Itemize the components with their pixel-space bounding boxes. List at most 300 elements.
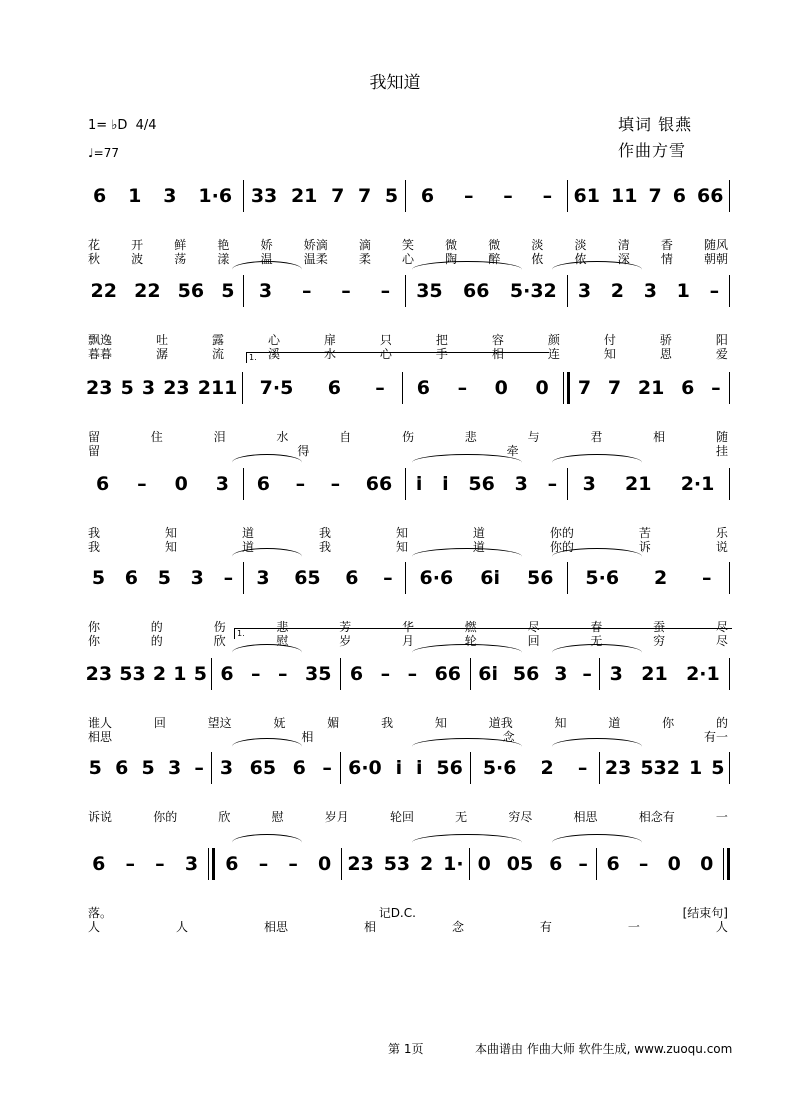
lyric-syllable: 诉说 <box>88 810 113 824</box>
lyric-syllable: 醉 <box>488 252 501 266</box>
note: 66 <box>463 280 490 302</box>
note: 3 <box>554 663 568 685</box>
note: – <box>380 280 391 302</box>
note: 22 <box>134 280 161 302</box>
note: 5 <box>88 757 102 779</box>
note: 6 <box>345 567 359 589</box>
measure <box>82 185 243 207</box>
note: – <box>709 280 720 302</box>
note: 0 <box>477 853 491 875</box>
note: 3 <box>163 185 177 207</box>
lyric-syllable: 阳 <box>715 333 728 347</box>
lyric-syllable: 燃 <box>464 620 477 634</box>
note: 5 <box>91 567 106 589</box>
lyric-syllable: 无 <box>455 810 468 824</box>
note: 6 <box>115 757 129 779</box>
lyric-syllable: 慰 <box>271 810 284 824</box>
lyric-syllable: 我 <box>88 540 101 554</box>
note: 21 <box>625 473 652 495</box>
note: – <box>375 377 385 399</box>
score-system <box>82 562 730 654</box>
lyric-syllable: 淡 <box>574 238 587 252</box>
lyric-syllable: 艳 <box>217 238 230 252</box>
note: 0 <box>174 473 188 495</box>
lyric-syllable: 苦 <box>638 526 651 540</box>
note: 6·6 <box>419 567 454 589</box>
lyric-syllable: 记D.C. <box>378 906 416 920</box>
lyric-syllable: 的 <box>150 634 163 648</box>
lyric-syllable: 相思 <box>573 810 598 824</box>
barline <box>729 658 730 690</box>
lyric-syllable: 望这 <box>207 716 232 730</box>
lyric-syllable: 泪 <box>213 430 226 444</box>
note: – <box>547 473 558 495</box>
note: 23 <box>85 663 113 685</box>
lyric-syllable: 有 <box>539 920 552 934</box>
measure <box>341 663 470 685</box>
lyric-syllable: 与 <box>527 430 540 444</box>
lyric-syllable: 尽 <box>527 620 540 634</box>
note: 6 <box>95 473 110 495</box>
note: – <box>137 473 147 495</box>
measure <box>82 377 242 399</box>
key-signature <box>88 118 157 133</box>
note: 35 <box>304 663 332 685</box>
note: 56 <box>468 473 495 495</box>
lyric-syllable: 留 <box>88 430 101 444</box>
note: 6 <box>220 663 234 685</box>
lyric-syllable: 开 <box>131 238 144 252</box>
lyric-syllable: 知 <box>603 347 616 361</box>
lyric-syllable: 岁月 <box>324 810 349 824</box>
lyric-syllable: 相思 <box>263 920 288 934</box>
note: – <box>288 853 298 875</box>
measure <box>470 853 596 875</box>
lyric-syllable: 慰 <box>276 634 289 648</box>
note: 2·1 <box>680 473 715 495</box>
slur <box>232 548 302 565</box>
slur <box>232 644 302 661</box>
lyric-syllable: 谁人 <box>88 716 113 730</box>
volta-bracket: 1. <box>246 352 549 363</box>
barline <box>208 848 215 880</box>
score-system <box>82 848 730 940</box>
note: – <box>301 280 312 302</box>
lyric-syllable: 心 <box>267 333 280 347</box>
note: – <box>341 280 351 302</box>
lyric-syllable: 华 <box>401 620 414 634</box>
note: 61 <box>573 185 600 207</box>
measure <box>406 185 567 207</box>
note: – <box>542 185 553 207</box>
lyric-syllable: 爱 <box>715 347 728 361</box>
lyric-syllable: 回 <box>527 634 540 648</box>
slur <box>412 261 522 278</box>
lyric-syllable: 无 <box>590 634 603 648</box>
lyric-syllable: 轮回 <box>389 810 414 824</box>
note: 5 <box>193 663 207 685</box>
lyric-syllable: 你 <box>662 716 675 730</box>
measure <box>82 567 243 589</box>
note: 0 <box>700 853 714 875</box>
note: 33 <box>250 185 278 207</box>
lyric-syllable: 随风 <box>703 238 728 252</box>
score-system <box>82 180 730 272</box>
lyric-syllable: 芳 <box>339 620 352 634</box>
note: i <box>416 757 423 779</box>
lyric-syllable: 回 <box>153 716 166 730</box>
note: 3 <box>219 757 234 779</box>
note: 7 <box>357 185 372 207</box>
lyric-syllable: 陶 <box>445 252 458 266</box>
barline <box>729 372 730 404</box>
note: i <box>415 473 423 495</box>
slur <box>412 548 522 565</box>
lyric-syllable: 把 <box>435 333 448 347</box>
lyric-syllable: 你的 <box>153 810 178 824</box>
notes-row <box>82 562 730 594</box>
measure <box>568 280 729 302</box>
note: – <box>194 757 204 779</box>
note: 5 <box>711 757 725 779</box>
note: – <box>582 663 592 685</box>
note: – <box>258 853 269 875</box>
score-system <box>82 372 730 464</box>
lyric-syllable: 道 <box>608 716 621 730</box>
page-title: 我知道 <box>369 73 421 93</box>
measure <box>600 757 729 779</box>
note: 3 <box>256 567 270 589</box>
slur <box>232 834 302 851</box>
lyric-syllable: 相 <box>301 730 314 744</box>
lyric-syllable: 牵 <box>506 444 519 458</box>
note: 65 <box>294 567 321 589</box>
note: 3 <box>514 473 528 495</box>
lyric-syllable: 鲜 <box>174 238 187 252</box>
note: – <box>251 663 261 685</box>
lyric-syllable: 道 <box>241 526 254 540</box>
note: 1 <box>676 280 690 302</box>
note: 53 <box>383 853 411 875</box>
lyric-syllable: 伤 <box>213 620 226 634</box>
note: – <box>711 377 721 399</box>
note: 7·5 <box>259 377 294 399</box>
note: – <box>330 473 341 495</box>
lyric-syllable: 相 <box>653 430 666 444</box>
footer-generator: 本曲谱由 作曲大师 软件生成, www.zuoqu.com <box>475 1042 733 1056</box>
slur <box>412 644 522 661</box>
lyric-syllable: 侬 <box>574 252 587 266</box>
note: – <box>223 567 234 589</box>
note: 23 <box>86 377 113 399</box>
note: 1·6 <box>198 185 233 207</box>
lyric-syllable: 你的 <box>549 526 574 540</box>
lyric-syllable: 尽 <box>715 620 728 634</box>
note: 21 <box>290 185 318 207</box>
note: 6 <box>416 377 431 399</box>
slur <box>412 738 522 755</box>
slur <box>412 454 522 471</box>
note: 5 <box>157 567 171 589</box>
lyric-syllable: 穷尽 <box>508 810 533 824</box>
slur <box>552 261 642 278</box>
lyric-syllable: 波 <box>131 252 144 266</box>
barline <box>563 372 570 404</box>
lyric-syllable: 温柔 <box>303 252 328 266</box>
slur <box>232 454 302 471</box>
note: 3 <box>582 473 596 495</box>
measure <box>568 567 729 589</box>
slur <box>552 738 642 755</box>
lyric-syllable: 颜 <box>547 333 560 347</box>
measure <box>406 567 567 589</box>
lyric-syllable: 秋 <box>88 252 101 266</box>
lyric-syllable: 柔 <box>358 252 371 266</box>
note: – <box>125 853 135 875</box>
lyric-syllable: 知 <box>164 540 177 554</box>
lyric-line <box>88 918 728 935</box>
note: 2 <box>540 757 554 779</box>
lyric-syllable: 有一 <box>703 730 728 744</box>
notes-row <box>82 372 730 404</box>
measure <box>568 473 729 495</box>
note: 3 <box>167 757 182 779</box>
note: 2·1 <box>686 663 720 685</box>
note: 6 <box>681 377 695 399</box>
note: 6i <box>478 663 498 685</box>
lyric-syllable: 朝朝 <box>703 252 728 266</box>
note: – <box>702 567 712 589</box>
note: 3 <box>190 567 204 589</box>
lyric-syllable: 连 <box>547 347 560 361</box>
lyric-syllable: 媚 <box>327 716 340 730</box>
lyric-syllable: 水 <box>276 430 289 444</box>
lyric-syllable: 道 <box>472 540 485 554</box>
lyric-syllable: 相 <box>491 347 504 361</box>
time-signature: 4/4 <box>135 118 157 133</box>
note: i <box>395 757 403 779</box>
lyric-syllable: 落。 <box>88 906 113 920</box>
note: 6·0 <box>348 757 382 779</box>
lyric-syllable: 扉 <box>323 333 336 347</box>
lyric-syllable: 相思 <box>88 730 113 744</box>
note: 211 <box>197 377 238 399</box>
note: 66 <box>434 663 462 685</box>
lyric-syllable: 娇 <box>260 238 273 252</box>
lyric-syllable: 付 <box>603 333 616 347</box>
note: – <box>407 663 418 685</box>
measure <box>471 757 600 779</box>
note: 7 <box>331 185 345 207</box>
note: 65 <box>249 757 277 779</box>
lyric-syllable: 得 <box>297 444 310 458</box>
notes-row <box>82 752 730 784</box>
note: 6i <box>480 567 500 589</box>
lyric-syllable: 自 <box>339 430 352 444</box>
lyric-syllable: 知 <box>554 716 567 730</box>
note: 6 <box>225 853 239 875</box>
note: 3 <box>577 280 592 302</box>
lyric-syllable: 你的 <box>549 540 574 554</box>
lyric-syllable: 手 <box>435 347 448 361</box>
note: 6 <box>92 185 107 207</box>
note: 2 <box>152 663 167 685</box>
note: 532 <box>640 757 680 779</box>
note: – <box>383 567 393 589</box>
key-label: 1= ♭D <box>88 118 128 133</box>
lyric-syllable: 容 <box>491 333 504 347</box>
lyric-syllable: 随 <box>715 430 728 444</box>
lyric-syllable: 情 <box>660 252 673 266</box>
lyric-syllable: 知 <box>434 716 447 730</box>
slur <box>552 644 642 661</box>
score-system <box>82 752 730 844</box>
measure <box>243 377 403 399</box>
lyric-syllable: 你 <box>88 634 101 648</box>
barline <box>729 752 730 784</box>
lyric-syllable: 深 <box>617 252 630 266</box>
lyric-syllable: 人 <box>175 920 188 934</box>
note: – <box>380 663 391 685</box>
lyric-syllable: 知 <box>164 526 177 540</box>
note: 56 <box>177 280 205 302</box>
lyric-syllable: 笑 <box>401 238 414 252</box>
slur <box>232 738 302 755</box>
lyric-syllable: 露 <box>211 333 224 347</box>
lyric-syllable: 荡 <box>174 252 187 266</box>
note: 22 <box>90 280 117 302</box>
note: 35 <box>416 280 443 302</box>
lyric-syllable: 你 <box>88 620 101 634</box>
note: 3 <box>141 377 156 399</box>
note: 0 <box>667 853 681 875</box>
slur <box>232 261 302 278</box>
lyric-syllable: 滴 <box>358 238 371 252</box>
slur <box>412 834 522 851</box>
lyric-syllable: 道 <box>472 526 485 540</box>
note: 7 <box>577 377 592 399</box>
note: – <box>155 853 165 875</box>
measure <box>244 473 405 495</box>
measure <box>212 757 341 779</box>
lyric-syllable: 一 <box>715 810 728 824</box>
note: 5 <box>141 757 155 779</box>
notes-row <box>82 275 730 307</box>
lyric-syllable: 悲 <box>464 430 477 444</box>
lyric-syllable: 说 <box>715 540 728 554</box>
note: 11 <box>611 185 638 207</box>
lyric-syllable: 留 <box>88 444 101 458</box>
tempo-marking: ♩=77 <box>88 146 119 160</box>
note: 6 <box>672 185 686 207</box>
notes-row <box>82 180 730 212</box>
measure <box>597 853 723 875</box>
note: 7 <box>648 185 662 207</box>
barline <box>729 468 730 500</box>
lyric-syllable: 微 <box>488 238 501 252</box>
lyric-syllable: 我 <box>381 716 394 730</box>
lyric-syllable: 岁 <box>339 634 352 648</box>
slur <box>552 834 642 851</box>
measure <box>215 853 341 875</box>
note: – <box>278 663 288 685</box>
note: 56 <box>527 567 554 589</box>
note: – <box>578 853 588 875</box>
measure <box>82 280 243 302</box>
measure <box>244 185 405 207</box>
note: 56 <box>436 757 463 779</box>
barline <box>729 180 730 212</box>
lyric-syllable: 清 <box>617 238 630 252</box>
lyric-syllable: 君 <box>590 430 603 444</box>
lyric-syllable: 知 <box>395 526 408 540</box>
lyric-syllable: 悲 <box>276 620 289 634</box>
lyric-syllable: 我 <box>88 526 101 540</box>
note: i <box>442 473 449 495</box>
lyric-syllable: 道我 <box>488 716 513 730</box>
measure <box>212 663 341 685</box>
note: 0 <box>318 853 332 875</box>
lyric-syllable: 念 <box>502 730 515 744</box>
measure <box>244 280 405 302</box>
note: 5·6 <box>482 757 517 779</box>
lyric-syllable: 人 <box>715 920 728 934</box>
measure <box>406 473 567 495</box>
barline <box>729 562 730 594</box>
note: – <box>463 185 474 207</box>
lyric-syllable: 蚕 <box>653 620 666 634</box>
note: – <box>503 185 513 207</box>
note: 7 <box>607 377 622 399</box>
measure <box>342 853 468 875</box>
note: – <box>457 377 468 399</box>
lyric-syllable: 春 <box>590 620 603 634</box>
barline <box>723 848 730 880</box>
lyric-syllable: 乐 <box>715 526 728 540</box>
note: 23 <box>347 853 374 875</box>
measure <box>570 377 730 399</box>
lyric-line <box>88 808 728 825</box>
lyric-syllable: 温 <box>260 252 273 266</box>
note: 21 <box>641 663 668 685</box>
lyric-syllable: 欣 <box>218 810 231 824</box>
lyric-syllable: 人 <box>88 920 101 934</box>
note: 05 <box>506 853 534 875</box>
note: 1 <box>173 663 187 685</box>
slur <box>552 548 642 565</box>
slur <box>552 454 642 471</box>
lyric-syllable: 恩 <box>659 347 672 361</box>
measure <box>406 280 567 302</box>
lyric-syllable: 侬 <box>531 252 544 266</box>
lyric-syllable: 香 <box>660 238 673 252</box>
note: 23 <box>604 757 632 779</box>
lyric-syllable: 溪 <box>267 347 280 361</box>
lyric-syllable: 飘逸 <box>88 333 113 347</box>
note: 5·32 <box>509 280 557 302</box>
lyric-syllable: 水 <box>323 347 336 361</box>
note: 66 <box>697 185 724 207</box>
measure <box>471 663 600 685</box>
notes-row <box>82 468 730 500</box>
lyric-syllable: 暮暮 <box>88 347 113 361</box>
note: 6 <box>549 853 563 875</box>
note: 66 <box>365 473 393 495</box>
lyric-syllable: 尽 <box>715 634 728 648</box>
lyric-syllable: 微 <box>445 238 458 252</box>
lyric-syllable: [结束句] <box>682 906 728 920</box>
score-system <box>82 658 730 750</box>
